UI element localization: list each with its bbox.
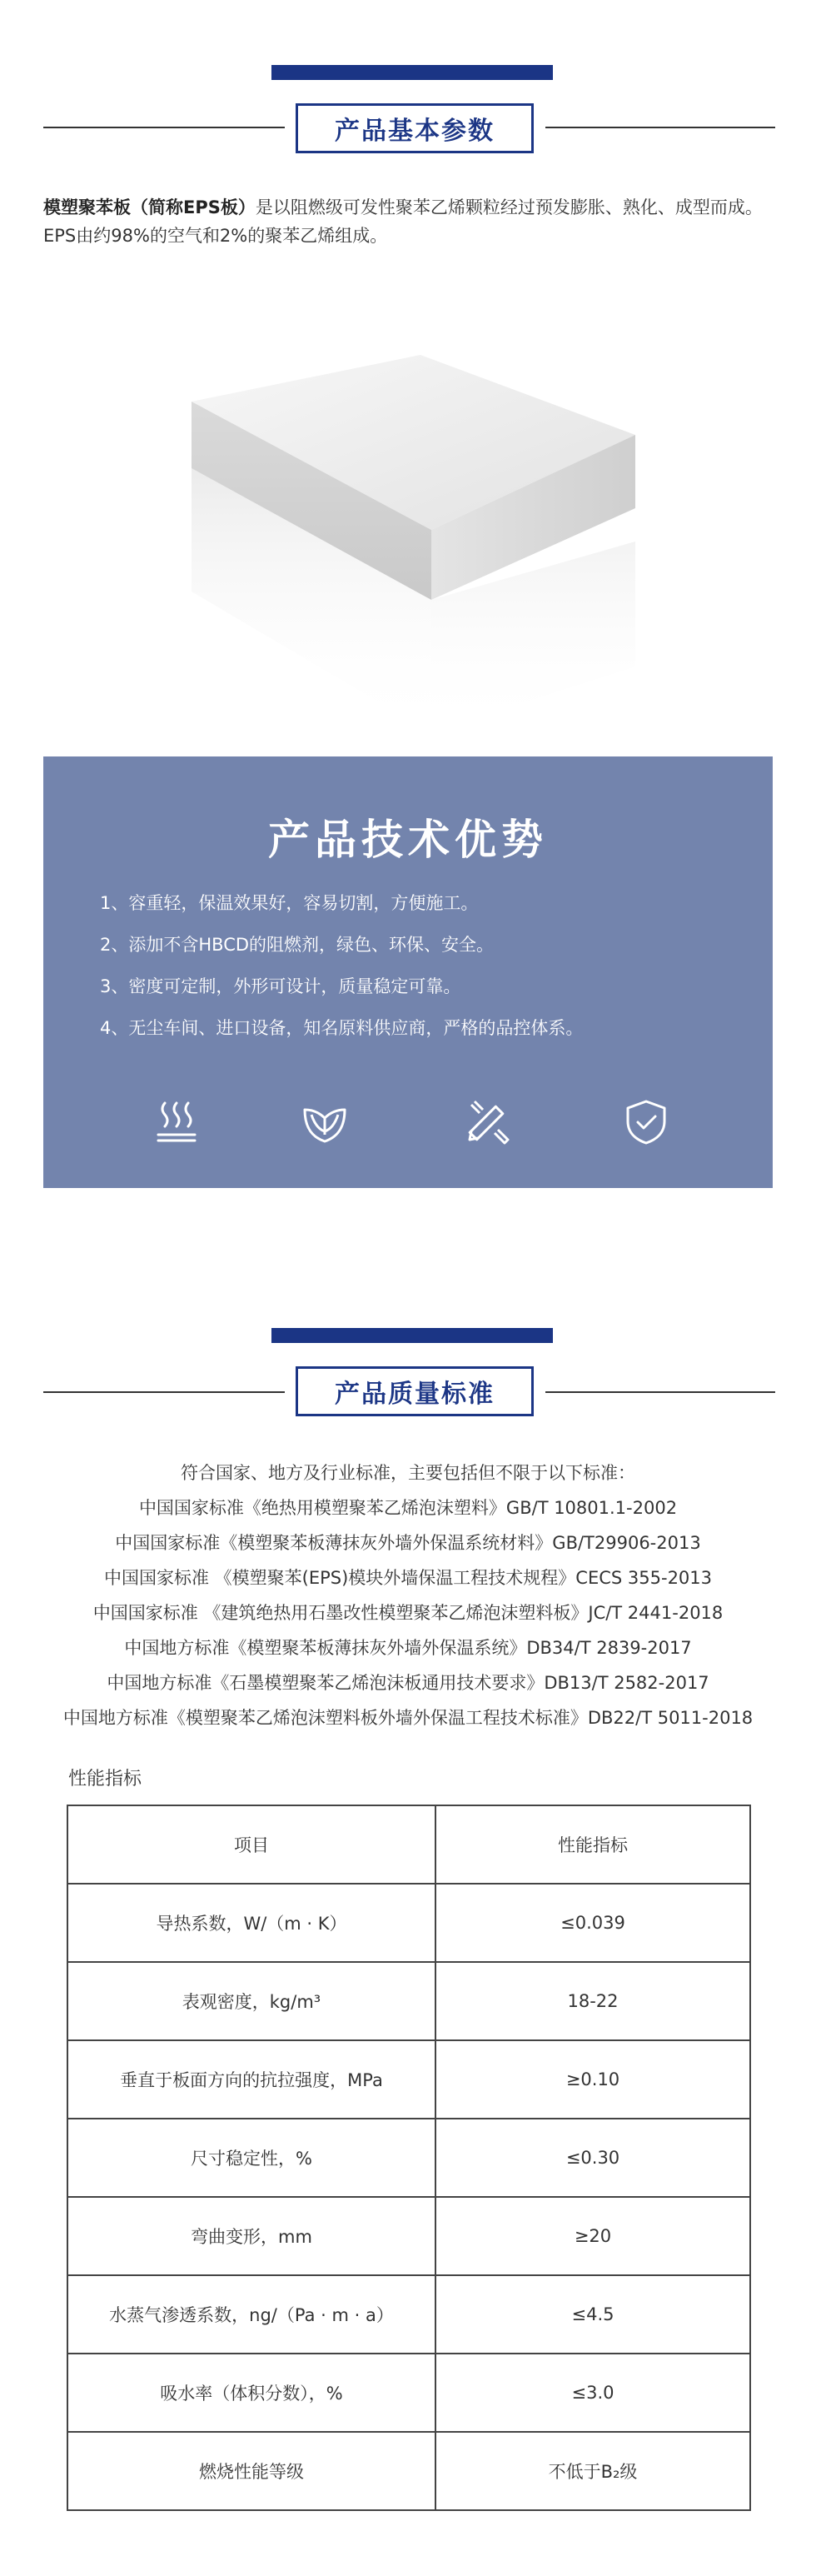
table-cell-value: ≤0.30 (435, 2119, 750, 2197)
advantage-item-2: 2、添加不含HBCD的阻燃剂，绿色、环保、安全。 (100, 935, 495, 955)
table-row (67, 2275, 750, 2354)
advantage-item-3: 3、密度可定制，外形可设计，质量稳定可靠。 (100, 976, 461, 996)
section3-title: 产品质量标准 (296, 1366, 534, 1416)
standard-item: 中国国家标准 《模塑聚苯(EPS)模块外墙保温工程技术规程》CECS 355-2013 (103, 1568, 713, 1588)
eps-board-image (167, 317, 649, 750)
standard-item: 中国地方标准《模塑聚苯板薄抹灰外墙外保温系统》DB34/T 2839-2017 (124, 1638, 692, 1658)
table-header-row (67, 1805, 750, 1884)
section1-top-bar (271, 65, 553, 80)
table-cell-value: 18-22 (435, 1962, 750, 2040)
section1-left-line (43, 127, 285, 128)
table-cell-item: 表观密度，kg/m³ (67, 1962, 435, 2040)
standards-intro: 符合国家、地方及行业标准，主要包括但不限于以下标准： (181, 1463, 635, 1483)
standard-item: 中国国家标准《模塑聚苯板薄抹灰外墙外保温系统材料》GB/T29906-2013 (115, 1533, 701, 1553)
shield-check-icon (621, 1096, 671, 1146)
performance-table (67, 1805, 751, 2511)
table-row (67, 1962, 750, 2040)
table-cell-item: 弯曲变形，mm (67, 2197, 435, 2275)
table-cell-value: ≤3.0 (435, 2354, 750, 2432)
table-header-value: 性能指标 (435, 1805, 750, 1884)
table-header-item: 项目 (67, 1805, 435, 1884)
advantages-panel (43, 756, 773, 1188)
section3-left-line (43, 1391, 285, 1393)
table-row (67, 2197, 750, 2275)
standard-item: 中国国家标准 《建筑绝热用石墨改性模塑聚苯乙烯泡沫塑料板》JC/T 2441-2018 (92, 1603, 724, 1623)
table-cell-item: 导热系数，W/（m · K） (67, 1884, 435, 1962)
table-cell-item: 燃烧性能等级 (67, 2432, 435, 2510)
table-cell-value: 不低于B₂级 (435, 2432, 750, 2510)
table-row (67, 2432, 750, 2510)
advantages-title: 产品技术优势 (268, 816, 548, 864)
design-tools-icon (461, 1096, 511, 1146)
product-intro-bold: 模塑聚苯板（简称EPS板） (43, 197, 256, 217)
standard-item: 中国地方标准《石墨模塑聚苯乙烯泡沫板通用技术要求》DB13/T 2582-2017 (107, 1673, 709, 1693)
product-intro (43, 193, 776, 250)
section1-title: 产品基本参数 (296, 103, 534, 153)
performance-label: 性能指标 (68, 1769, 142, 1790)
heat-icon (152, 1096, 202, 1146)
table-cell-item: 水蒸气渗透系数，ng/（Pa · m · a） (67, 2275, 435, 2354)
table-row (67, 2119, 750, 2197)
table-cell-value: ≥0.10 (435, 2040, 750, 2119)
section3-top-bar (271, 1328, 553, 1343)
table-cell-item: 垂直于板面方向的抗拉强度，MPa (67, 2040, 435, 2119)
leaf-shield-icon (300, 1096, 350, 1146)
section3-right-line (545, 1391, 775, 1393)
product-intro-text: 是以阻燃级可发性聚苯乙烯颗粒经过预发膨胀、熟化、成型而成。EPS由约98%的空气和2%的聚苯乙烯组成。 (43, 197, 763, 246)
section1-right-line (545, 127, 775, 128)
table-row (67, 2354, 750, 2432)
table-cell-value: ≤0.039 (435, 1884, 750, 1962)
table-cell-item: 尺寸稳定性，% (67, 2119, 435, 2197)
table-cell-item: 吸水率（体积分数），% (67, 2354, 435, 2432)
advantage-item-4: 4、无尘车间、进口设备，知名原料供应商，严格的品控体系。 (100, 1018, 584, 1038)
table-cell-value: ≥20 (435, 2197, 750, 2275)
standard-item: 中国地方标准《模塑聚苯乙烯泡沫塑料板外墙外保温工程技术标准》DB22/T 5011-2018 (62, 1708, 754, 1728)
standard-item: 中国国家标准《绝热用模塑聚苯乙烯泡沫塑料》GB/T 10801.1-2002 (138, 1498, 678, 1518)
advantage-item-1: 1、容重轻，保温效果好，容易切割，方便施工。 (100, 893, 479, 913)
table-cell-value: ≤4.5 (435, 2275, 750, 2354)
table-row (67, 2040, 750, 2119)
table-row (67, 1884, 750, 1962)
